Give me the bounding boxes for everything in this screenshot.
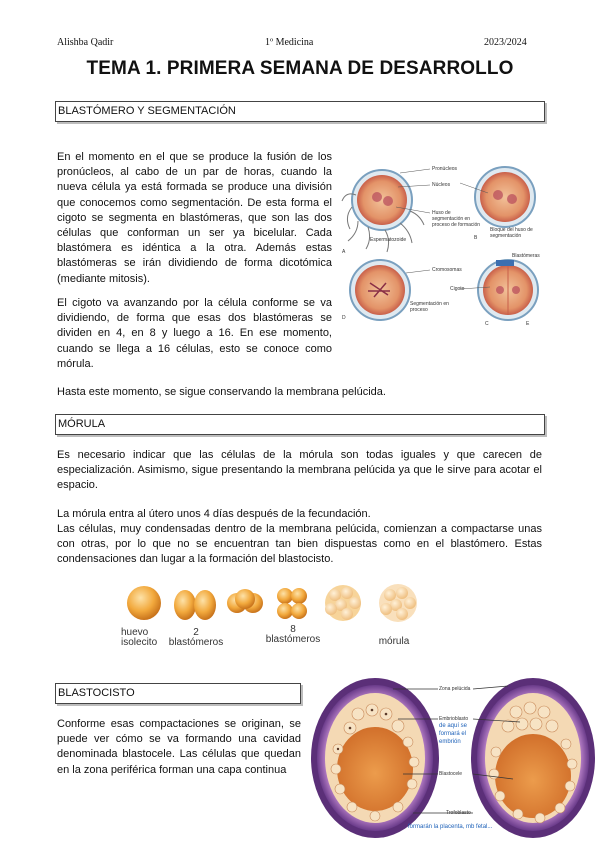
blastomero-paragraph-3: Hasta este momento, se sigue conservando la membrana pelúcida. [57,386,386,398]
label-blastomeras: Blastómeras [512,253,540,259]
four-blastomeres [227,589,263,613]
label-e: E [526,321,530,327]
section-heading-morula: MÓRULA [55,414,545,435]
label-blue-1: de aquí se [439,723,468,729]
label-cromosomas: Cromosomas [432,267,462,273]
cleavage-figure [340,155,540,330]
blastocyst-figure [308,674,600,840]
label-espermatozoide: Espermatozoide [370,237,407,243]
page-title: TEMA 1. PRIMERA SEMANA DE DESARROLLO [86,58,514,79]
header-author: Alishba Qadir [57,37,114,48]
morula-paragraph-2: La mórula entra al útero unos 4 días después de la fecundación. [57,508,371,520]
blastocyst-left [311,678,439,838]
header-course: 1º Medicina [265,37,314,48]
label-bloque-huso: Bloque del huso de segmentación [490,227,533,239]
label-embrioblasto: Embrioblasto [439,716,469,722]
label-nucleos: Núcleos [432,182,451,188]
label-blue-3: embrión [439,739,461,745]
label-a: A [342,249,346,255]
label-huevo: huevo isolecito [121,627,158,648]
label-segmentacion: Segmentación en proceso [410,301,449,313]
blastocyst-right [471,678,595,838]
morula-paragraph-3: Las células, muy condensadas dentro de la membrana pelúcida, comienzan a compactarse unas con otras, por lo que no se encuentran tan bien dispuestas como en el blastómero. Estas condensaciones dan lugar a la formación del blastocisto. [57,523,542,566]
section-heading-blastomero: BLASTÓMERO Y SEGMENTACIÓN [55,101,545,122]
label-2-blastomeros: 2 blastómeros [168,627,224,648]
morula-paragraph-1: Es necesario indicar que las células de la mórula son todas iguales y que carecen de especialización. Asimismo, sigue presentando la membrana pelúcida ya que le sirve para acotar el espacio. [57,449,542,492]
morula-cells [379,584,417,622]
zygote-d [350,260,410,320]
eight-blastomeres [277,588,307,619]
label-cigoto: Cigoto [450,286,465,292]
label-blastocele: Blastocele [439,771,463,777]
label-caption: formarán la placenta, mb fetal... [408,824,493,830]
label-b: B [474,235,478,241]
label-morula: mórula [378,636,410,647]
label-c: C [485,321,489,327]
zygote-e [478,260,538,320]
blastomero-paragraph-1: En el momento en el que se produce la fusión de los pronúcleos, al cabo de un par de horas, cuando la nueva célula ya está formada se produce una división que conocemos como segmentación. De esta forma el cigoto se segmenta en blastómeras, que son las dos células que conforman un ser ya bicelular. Cada blastómera es idéntica a la otra. Además estas blastómeras se irán dividiendo de forma dicotómica (mediante mitosis). [57,151,332,285]
label-d: D [342,315,346,321]
sixteen-cells [325,585,361,621]
header-year: 2023/2024 [484,37,527,48]
label-pronucleos: Pronúcleos [432,166,458,172]
morula-sequence-figure [115,583,425,655]
label-huso: Huso de segmentación en proceso de formación [432,210,481,228]
egg-cell [127,586,161,620]
blastocisto-paragraph-1: Conforme esas compactaciones se originan, se puede ver cómo se va formando una cavidad denominada blastocele. Las células que quedan en la zona periférica forman una capa continua [57,718,301,776]
section-heading-blastocisto: BLASTOCISTO [55,683,301,704]
label-blue-2: formará el [439,731,467,737]
two-blastomeres [174,590,216,620]
blastomero-paragraph-2: El cigoto va avanzando por la célula conforme se va dividiendo, de forma que esas dos blastómeras se dividen en 4, en 8 y luego a 16. En ese momento, cuando se llega a 16 células, esto se conoce como mórula. [57,297,332,370]
label-trofoblasto: Trofoblasto [446,810,471,816]
label-zona-pelucida: Zona pelúcida [439,686,471,692]
zygote-b [475,167,535,227]
label-8-blastomeros: 8 blastómeros [265,624,321,645]
